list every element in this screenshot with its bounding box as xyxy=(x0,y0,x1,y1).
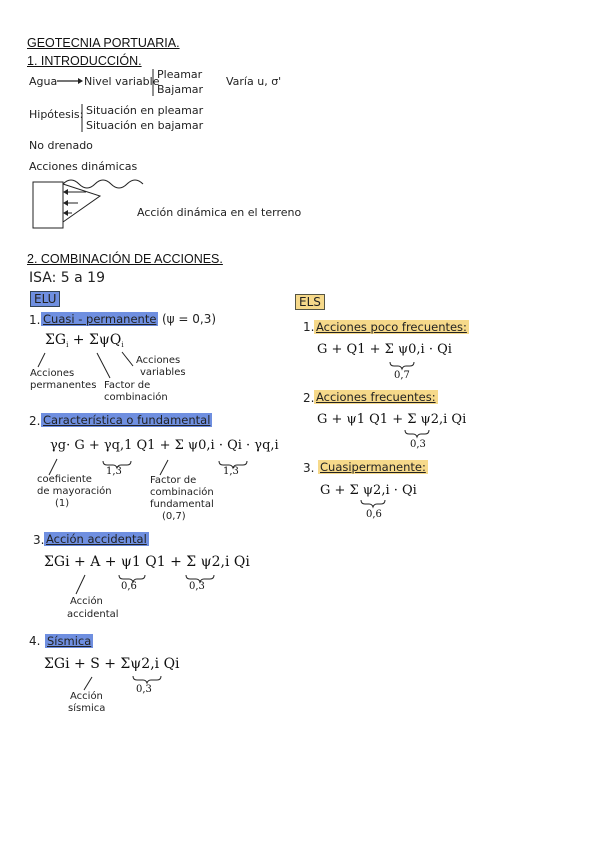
pleamar-label: Pleamar xyxy=(157,68,203,81)
page-title: GEOTECNIA PORTUARIA. xyxy=(27,36,180,50)
accion-dinamica-terreno: Acción dinámica en el terreno xyxy=(137,206,302,219)
els-item3-equation: G + Σ ψ2,i · Qi xyxy=(320,483,417,498)
water-label: Agua xyxy=(29,75,58,88)
hipotesis-item-1: Situación en pleamar xyxy=(86,104,204,117)
elu-item4-title: Sísmica xyxy=(47,634,92,648)
elu-item2-equation: γg· G + γq,1 Q1 + Σ ψ0,i · Qi · γq,i xyxy=(50,438,279,453)
isa-reference: ISA: 5 a 19 xyxy=(29,270,105,286)
elu-item2-lbl-factor-2: combinación xyxy=(150,487,214,498)
elu-item4-lbl-1: Acción xyxy=(70,691,103,702)
elu-item3-value-06: 0,6 xyxy=(121,581,137,592)
elu-item3-lbl-2: accidental xyxy=(67,609,119,620)
water-level-label: Nivel variable xyxy=(84,75,160,88)
elu-item1-lbl-var-1: Acciones xyxy=(136,355,181,366)
hipotesis-item-2: Situación en bajamar xyxy=(86,119,204,132)
elu-item1-psi: (ψ = 0,3) xyxy=(162,312,217,326)
elu-item1-lbl-var-2: variables xyxy=(140,367,186,378)
els-item1-title: Acciones poco frecuentes: xyxy=(316,320,467,334)
elu-item2-lbl-coef-1: coeficiente xyxy=(37,474,92,485)
elu-item2-lbl-factor-4: (0,7) xyxy=(162,511,186,522)
elu-item2-lbl-coef-2: de mayoración xyxy=(37,486,112,497)
elu-item1-lbl-factor-2: combinación xyxy=(104,392,168,403)
elu-item1-number: 1. xyxy=(29,313,41,327)
elu-item2-value-2: 1,3 xyxy=(223,466,239,477)
elu-item4-lbl-2: sísmica xyxy=(68,703,106,714)
els-item3-value: 0,6 xyxy=(366,509,382,520)
elu-item2-value-1: 1,3 xyxy=(106,466,122,477)
elu-item4-value-03: 0,3 xyxy=(136,684,152,695)
elu-item1-eq-part2: + ΣψQ xyxy=(72,332,122,348)
bajamar-label: Bajamar xyxy=(157,83,204,96)
elu-item3-value-03: 0,3 xyxy=(189,581,205,592)
elu-item1-lbl-perm-1: Acciones xyxy=(30,368,75,379)
elu-item1-eq-part1: ΣG xyxy=(45,332,67,348)
elu-item2-lbl-factor-3: fundamental xyxy=(150,499,214,510)
elu-label: ELU xyxy=(30,291,60,307)
elu-item2-title: Característica o fundamental xyxy=(43,413,211,427)
section-heading-combinacion: 2. COMBINACIÓN DE ACCIONES. xyxy=(27,252,223,266)
els-item2-equation: G + ψ1 Q1 + Σ ψ2,i Qi xyxy=(317,412,467,427)
no-drenado: No drenado xyxy=(29,139,93,152)
elu-item3-number: 3. xyxy=(33,533,45,547)
els-item3-title: Cuasipermanente: xyxy=(320,460,426,474)
els-item2-title: Acciones frecuentes: xyxy=(316,390,436,404)
elu-item2-lbl-coef-3: (1) xyxy=(55,498,70,509)
elu-item4-number: 4. xyxy=(29,634,41,648)
els-item3-number: 3. xyxy=(303,461,315,475)
elu-item3-lbl-1: Acción xyxy=(70,596,103,607)
varia-note: Varía u, σ' xyxy=(226,75,282,88)
elu-item1-lbl-perm-2: permanentes xyxy=(30,380,97,391)
elu-item2-lbl-factor-1: Factor de xyxy=(150,475,197,486)
elu-item3-title: Acción accidental xyxy=(46,532,147,546)
els-label: ELS xyxy=(295,294,325,310)
elu-item1-equation: $\Sigma G_i + \Sigma\psi Q_i$ xyxy=(45,332,124,349)
elu-item1-lbl-factor-1: Factor de xyxy=(104,380,151,391)
els-item2-value: 0,3 xyxy=(410,439,426,450)
els-item1-number: 1. xyxy=(303,320,315,334)
elu-item3-equation: ΣGi + A + ψ1 Q1 + Σ ψ2,i Qi xyxy=(44,554,250,570)
elu-item1-title: Cuasi - permanente xyxy=(43,312,157,326)
els-item1-equation: G + Q1 + Σ ψ0,i · Qi xyxy=(317,342,452,357)
els-item2-number: 2. xyxy=(303,391,315,405)
acciones-dinamicas: Acciones dinámicas xyxy=(29,160,138,173)
section-heading-intro: 1. INTRODUCCIÓN. xyxy=(27,54,142,68)
elu-item2-number: 2. xyxy=(29,414,41,428)
hipotesis-label: Hipótesis: xyxy=(29,108,84,121)
els-item1-value: 0,7 xyxy=(394,370,410,381)
elu-item4-equation: ΣGi + S + Σψ2,i Qi xyxy=(44,656,180,672)
